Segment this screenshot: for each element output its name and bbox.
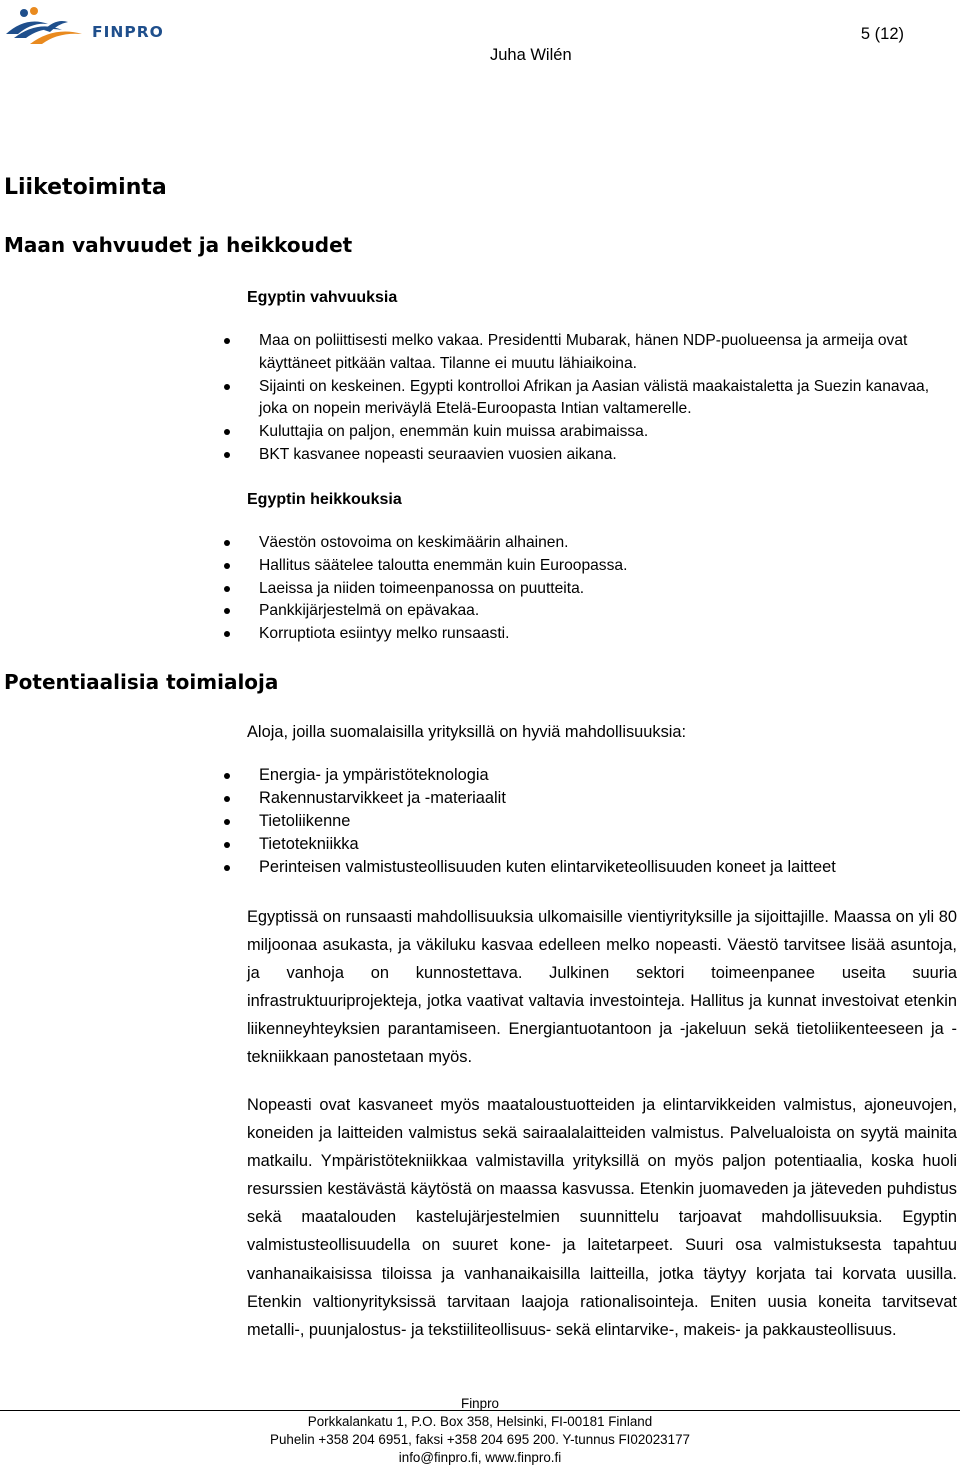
- finpro-logo: [4, 4, 174, 48]
- footer-divider: [0, 1410, 960, 1411]
- page-title: Liiketoiminta: [4, 175, 167, 200]
- sectors-list: [0, 764, 960, 879]
- list-item: Kuluttajia on paljon, enemmän kuin muissa arabimaissa.: [0, 421, 960, 444]
- list-item: Energia- ja ympäristöteknologia: [0, 764, 960, 787]
- finpro-emblem-icon: [4, 4, 84, 48]
- list-item: Pankkijärjestelmä on epävakaa.: [0, 600, 960, 623]
- author-name: Juha Wilén: [490, 46, 572, 64]
- section-heading-strengths-weaknesses: Maan vahvuudet ja heikkoudet: [4, 233, 353, 257]
- list-item: Tietotekniikka: [0, 833, 960, 856]
- sectors-intro: Aloja, joilla suomalaisilla yrityksillä on hyviä mahdollisuuksia:: [247, 723, 687, 741]
- list-item: Maa on poliittisesti melko vakaa. Presidentti Mubarak, hänen NDP-puolueensa ja armeija ovat käyttäneet pitkään valtaa. Tilanne ei muutu lähiaikoina.: [0, 330, 960, 376]
- list-item: Hallitus säätelee taloutta enemmän kuin Euroopassa.: [0, 555, 960, 578]
- page-number: 5 (12): [860, 25, 904, 43]
- footer-phone: Puhelin +358 204 6951, faksi +358 204 695 200. Y-tunnus FI02023177: [270, 1432, 690, 1447]
- weaknesses-list: [0, 532, 960, 646]
- footer-address: Porkkalankatu 1, P.O. Box 358, Helsinki, FI-00181 Finland: [307, 1414, 653, 1429]
- section-heading-sectors: Potentiaalisia toimialoja: [4, 670, 279, 694]
- list-item: BKT kasvanee nopeasti seuraavien vuosien aikana.: [0, 444, 960, 467]
- body-paragraph: Egyptissä on runsaasti mahdollisuuksia ulkomaisille vientiyrityksille ja sijoittajille. Maassa on yli 80 miljoonaa asukasta, ja väkiluku kasvaa edelleen melko nopeasti. Väestö tarvitsee lisää asuntoja, ja vanhoja on kunnostettava. Julkinen sektori toimeenpanee useita suuria infrastruktuuriprojekteja, jotka vaativat valtavia investointeja. Hallitus ja kunnat investoivat etenkin liikenneyhteyksien parantamiseen. Energiantuotantoon ja -jakeluun sekä tietoliikenteeseen ja -tekniikkaan panostetaan myös.: [247, 908, 957, 1067]
- list-item: Tietoliikenne: [0, 810, 960, 833]
- list-item: Perinteisen valmistusteollisuuden kuten elintarviketeollisuuden koneet ja laitteet: [0, 856, 960, 879]
- footer-contact: info@finpro.fi, www.finpro.fi: [398, 1450, 562, 1465]
- logo-wordmark: FINPRO: [92, 23, 164, 41]
- list-item: Rakennustarvikkeet ja -materiaalit: [0, 787, 960, 810]
- list-item: Laeissa ja niiden toimeenpanossa on puutteita.: [0, 578, 960, 601]
- strengths-heading: Egyptin vahvuuksia: [247, 289, 398, 306]
- footer-org: Finpro: [461, 1396, 499, 1411]
- list-item: Väestön ostovoima on keskimäärin alhainen.: [0, 532, 960, 555]
- list-item: Sijainti on keskeinen. Egypti kontrolloi Afrikan ja Aasian välistä maakaistaletta ja Suezin kanavaa, joka on nopein meriväylä Etelä-Euroopasta Intian valtamerelle.: [0, 376, 960, 422]
- list-item: Korruptiota esiintyy melko runsaasti.: [0, 623, 960, 646]
- weaknesses-heading: Egyptin heikkouksia: [247, 491, 402, 508]
- strengths-list: [0, 330, 960, 467]
- body-paragraph: Nopeasti ovat kasvaneet myös maataloustuotteiden ja elintarvikkeiden valmistus, ajoneuvojen, koneiden ja laitteiden valmistus sekä sairaalalaitteiden valmistus. Palvelualoista on syytä mainita matkailu. Ympäristötekniikkaa valmistavilla yrityksillä on myös paljon potentiaalia, koska huoli resurssien kestävästä käytöstä on maassa kasvussa. Etenkin juomaveden ja jäteveden puhdistus sekä maatalouden kastelujärjestelmien suunnittelu tarjoavat mahdollisuuksia. Egyptin valmistusteollisuudella on suuret kone- ja laitetarpeet. Suuri osa valmistuksesta tapahtuu vanhanaikaisissa tiloissa ja vanhanaikaisilla laitteilla, jotka täytyy korjata tai korvata uusilla. Etenkin valtionyrityksissä tarvitaan laajoja rationalisointeja. Eniten uusia koneita tarvitsevat metalli-, puunjalostus- ja tekstiiliteollisuus- sekä elintarvike-, makeis- ja pakkausteollisuus.: [247, 1096, 957, 1339]
